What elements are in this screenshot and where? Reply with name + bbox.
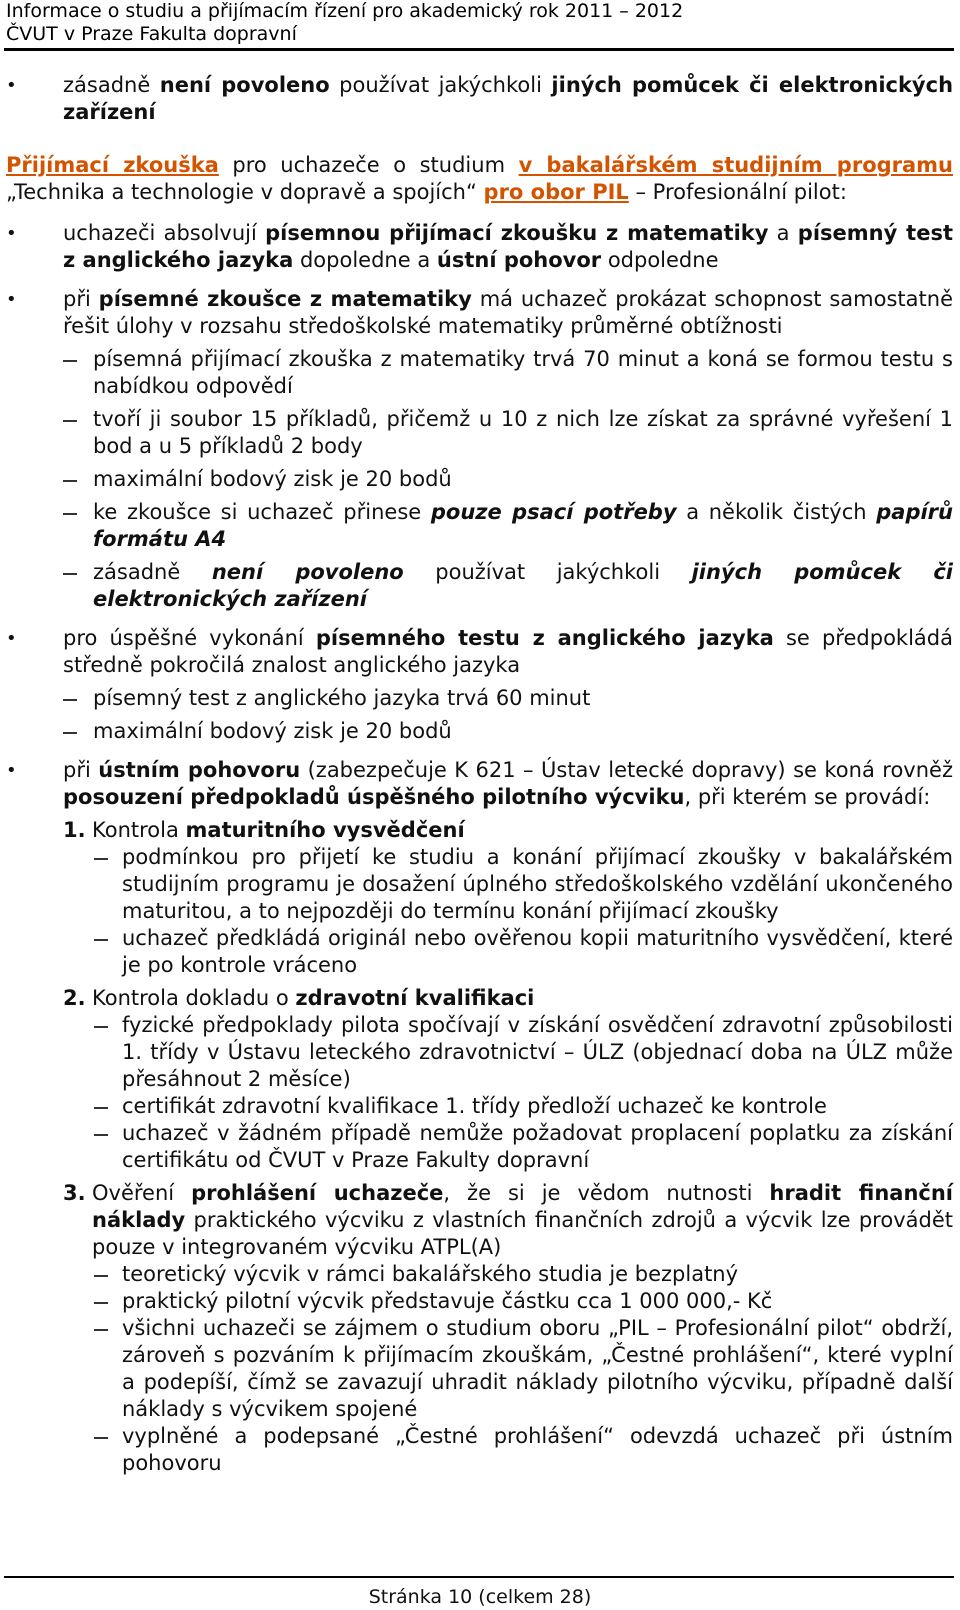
- sub-dash-item: vyplněné a podepsané „Čestné prohlášení“ odevzdá uchazeč při ústním pohovoru: [6, 1423, 953, 1477]
- header-faculty: ČVUT v Praze Fakulta dopravní: [6, 23, 297, 45]
- link-pil-field[interactable]: pro obor PIL: [483, 180, 629, 204]
- bold-text: ústní pohovor: [436, 248, 602, 272]
- text: má uchazeč prokázat schopnost samostatně řešit úlohy v rozsahu středoškolské matematiky průměrné obtížnosti: [63, 287, 953, 338]
- text: Kontrola: [92, 818, 186, 842]
- sub-dash-item: fyzické předpoklady pilota spočívají v získání osvědčení zdravotní způsobilosti 1. třídy v Ústavu leteckého zdravotnictví – ÚLZ (objednací doba na ÚLZ může přesáhnout 2 měsíce): [6, 1012, 953, 1093]
- document-body: [6, 70, 953, 1477]
- text: Kontrola dokladu o: [92, 986, 296, 1010]
- text: – Profesionální pilot:: [628, 180, 847, 204]
- text: se předpokládá středně pokročilá znalost anglického jazyka: [63, 626, 953, 677]
- sub-dash-item: uchazeč předkládá originál nebo ověřenou kopii maturitního vysvědčení, které je po kontrole vráceno: [6, 925, 953, 979]
- bold-text: písemnou přijímací zkoušku z matematiky: [265, 221, 769, 245]
- footer-rule: [4, 1576, 954, 1578]
- emphasis-text: není povoleno: [211, 560, 404, 584]
- text: při: [63, 758, 99, 782]
- text: „Technika a technologie v dopravě a spojích“: [6, 180, 484, 204]
- dash-item: písemný test z anglického jazyka trvá 60 minut: [6, 685, 953, 712]
- bold-text: není povoleno: [159, 73, 330, 97]
- emphasis-text: papírů formátu A4: [93, 500, 953, 551]
- sub-dash-item: podmínkou pro přijetí ke studiu a konání přijímací zkoušky v bakalářském studijním programu je dosažení úplného středoškolského vzdělání ukončeného maturitou, a to nejpozději do termínu konání přijímací zkoušky: [6, 844, 953, 925]
- sub-dash-item: všichni uchazeči se zájmem o studium oboru „PIL – Profesionální pilot“ obdrží, zároveň s pozváním k přijímacím zkouškám, „Čestné prohlášení“, které vyplní a podepíší, čímž se zavazují uhradit náklady pilotního výcviku, případně další náklady s výcvikem spojené: [6, 1315, 953, 1423]
- item-number: 1.: [63, 818, 86, 842]
- dash-item: [6, 499, 953, 553]
- bold-text: maturitního vysvědčení: [185, 818, 465, 842]
- dash-item: maximální bodový zisk je 20 bodů: [6, 718, 953, 745]
- dash-item: tvoří ji soubor 15 příkladů, přičemž u 10 z nich lze získat za správné vyřešení 1 bod a u 5 příkladů 2 body: [6, 406, 953, 460]
- bold-text: hradit finanční náklady: [92, 1181, 953, 1232]
- link-entrance-exam[interactable]: Přijímací zkouška: [6, 153, 219, 177]
- list-item-english-test: [6, 625, 953, 679]
- text: a několik čistých: [676, 500, 877, 524]
- list-item-oral-interview: [6, 757, 953, 811]
- bold-text: jiných pomůcek či elektronických zařízení: [63, 73, 954, 124]
- link-bachelor-program[interactable]: v bakalářském studijním programu: [518, 153, 954, 177]
- text: Ověření: [92, 1181, 192, 1205]
- list-item-math-exam: [6, 286, 953, 340]
- text: praktického výcviku z vlastních finančních zdrojů a výcvik lze provádět pouze v integrovaném výcviku ATPL(A): [92, 1208, 953, 1259]
- item-number: 3.: [63, 1181, 86, 1205]
- sub-dash-item: certifikát zdravotní kvalifikace 1. třídy předloží uchazeč ke kontrole: [6, 1093, 953, 1120]
- bold-text: posouzení předpokladů úspěšného pilotního výcviku: [63, 785, 685, 809]
- text: a: [768, 221, 798, 245]
- numbered-item-3: [6, 1180, 953, 1261]
- sub-dash-item: uchazeč v žádném případě nemůže požadovat proplacení poplatku za získání certifikátu od ČVUT v Praze Fakulty dopravní: [6, 1120, 953, 1174]
- numbered-item-2: [6, 985, 953, 1012]
- bold-text: zdravotní kvalifikaci: [295, 986, 535, 1010]
- dash-item: [6, 559, 953, 613]
- text: (zabezpečuje K 621 – Ústav letecké dopravy) se koná rovněž: [300, 758, 953, 782]
- text: zásadně: [63, 73, 160, 97]
- page-number: Stránka 10 (celkem 28): [368, 1586, 592, 1608]
- text: ke zkoušce si uchazeč přinese: [93, 500, 431, 524]
- sub-dash-item: praktický pilotní výcvik představuje částku cca 1 000 000,- Kč: [6, 1288, 953, 1315]
- bold-text: písemný test z anglického jazyka: [63, 221, 953, 272]
- dash-item: maximální bodový zisk je 20 bodů: [6, 466, 953, 493]
- bold-text: prohlášení uchazeče: [191, 1181, 444, 1205]
- text: dopoledne a: [293, 248, 437, 272]
- header-rule: [4, 48, 954, 51]
- list-item-no-devices: [6, 72, 953, 126]
- emphasis-text: jiných pomůcek či elektronických zařízení: [93, 560, 953, 611]
- page-header: [0, 0, 960, 46]
- bold-text: písemné zkoušce z matematiky: [98, 287, 472, 311]
- text: používat jakýchkoli: [403, 560, 692, 584]
- bold-text: písemného testu z anglického jazyka: [315, 626, 774, 650]
- text: pro úspěšné vykonání: [63, 626, 316, 650]
- intro-paragraph: [6, 152, 953, 206]
- numbered-item-1: [6, 817, 953, 844]
- text: zásadně: [93, 560, 212, 584]
- sub-dash-item: teoretický výcvik v rámci bakalářského studia je bezplatný: [6, 1261, 953, 1288]
- list-item-exam-parts: [6, 220, 953, 274]
- dash-item: písemná přijímací zkouška z matematiky trvá 70 minut a koná se formou testu s nabídkou odpovědí: [6, 346, 953, 400]
- text: , že si je vědom nutnosti: [443, 1181, 770, 1205]
- text: uchazeči absolvují: [63, 221, 266, 245]
- text: , při kterém se provádí:: [684, 785, 931, 809]
- bold-text: ústním pohovoru: [98, 758, 301, 782]
- text: odpoledne: [601, 248, 719, 272]
- text: při: [63, 287, 99, 311]
- text: pro uchazeče o studium: [218, 153, 519, 177]
- item-number: 2.: [63, 986, 86, 1010]
- header-title: Informace o studiu a přijímacím řízení pro akademický rok 2011 – 2012: [6, 0, 684, 22]
- text: používat jakýchkoli: [329, 73, 552, 97]
- emphasis-text: pouze psací potřeby: [430, 500, 677, 524]
